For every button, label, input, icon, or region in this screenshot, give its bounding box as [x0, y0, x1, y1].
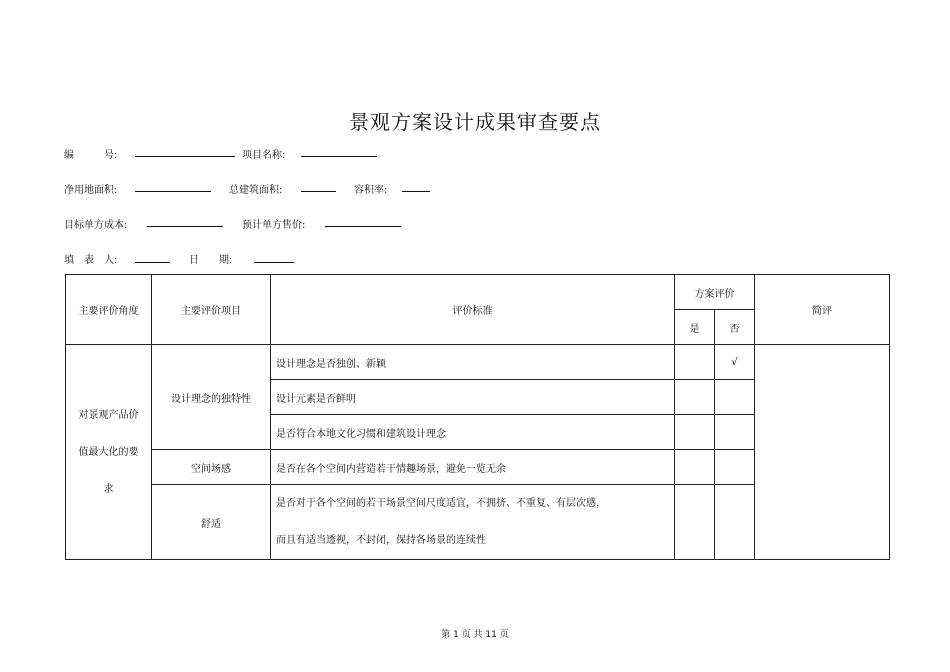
total-floor-area-blank [301, 191, 336, 192]
yes-cell[interactable] [675, 450, 715, 485]
criterion-text: 是否符合本地文化习惯和建筑设计理念 [271, 415, 675, 450]
target-unit-cost-blank [147, 226, 223, 227]
no-cell[interactable] [715, 485, 755, 560]
target-unit-cost-label: 目标单方成本: [64, 220, 128, 231]
no-cell[interactable] [715, 380, 755, 415]
header-no: 否 [715, 310, 755, 345]
expected-unit-price-label: 预计单方售价: [242, 220, 306, 231]
total-floor-area-label: 总建筑面积: [229, 185, 283, 196]
angle-cell [66, 345, 152, 560]
number-label: 编 号: [64, 150, 118, 161]
criterion-text [271, 485, 675, 560]
filler-blank [135, 262, 170, 263]
no-cell[interactable] [715, 415, 755, 450]
header-angle: 主要评价角度 [66, 275, 152, 345]
criterion-text: 设计理念是否独创、新颖 [271, 345, 675, 380]
comment-cell[interactable] [755, 345, 890, 560]
item-comfort: 舒适 [152, 485, 271, 560]
yes-cell[interactable] [675, 415, 715, 450]
header-yes: 是 [675, 310, 715, 345]
header-item: 主要评价项目 [152, 275, 271, 345]
date-blank [254, 262, 294, 263]
net-land-area-blank [135, 191, 211, 192]
no-cell[interactable]: √ [715, 345, 755, 380]
criterion-text: 设计元素是否鲜明 [271, 380, 675, 415]
header-row [66, 275, 890, 310]
yes-cell[interactable] [675, 485, 715, 560]
number-blank [135, 156, 235, 157]
criterion-line: 而且有适当透视，不封闭，保持各场景的连续性 [276, 535, 486, 546]
header-comment: 简评 [755, 275, 890, 345]
review-table [65, 274, 890, 560]
plot-ratio-label: 容积率: [354, 185, 388, 196]
filler-label: 填 表 人: [64, 255, 118, 266]
angle-line: 对景观产品价 [78, 409, 139, 421]
header-evaluation: 方案评价 [675, 275, 755, 310]
project-name-blank [301, 156, 377, 157]
page-footer: 第 1 页 共 11 页 [441, 630, 509, 640]
angle-line: 值最大化的要 [78, 446, 139, 458]
header-standard: 评价标准 [271, 275, 675, 345]
project-name-label: 项目名称: [242, 150, 286, 161]
item-spatial-sense: 空间场感 [152, 450, 271, 485]
yes-cell[interactable] [675, 345, 715, 380]
date-label: 日 期: [189, 255, 233, 266]
angle-line: 求 [103, 483, 114, 495]
plot-ratio-blank [402, 191, 430, 192]
yes-cell[interactable] [675, 380, 715, 415]
no-cell[interactable] [715, 450, 755, 485]
document-title: 景观方案设计成果审查要点 [349, 110, 601, 134]
expected-unit-price-blank [325, 226, 401, 227]
item-design-uniqueness: 设计理念的独特性 [152, 345, 271, 450]
table-row [66, 345, 890, 380]
criterion-line: 是否对于各个空间的若干场景空间尺度适宜，不拥挤、不重复、有层次感， [276, 498, 606, 509]
criterion-text: 是否在各个空间内营造若干情趣场景，避免一览无余 [271, 450, 675, 485]
net-land-area-label: 净用地面积: [64, 185, 118, 196]
